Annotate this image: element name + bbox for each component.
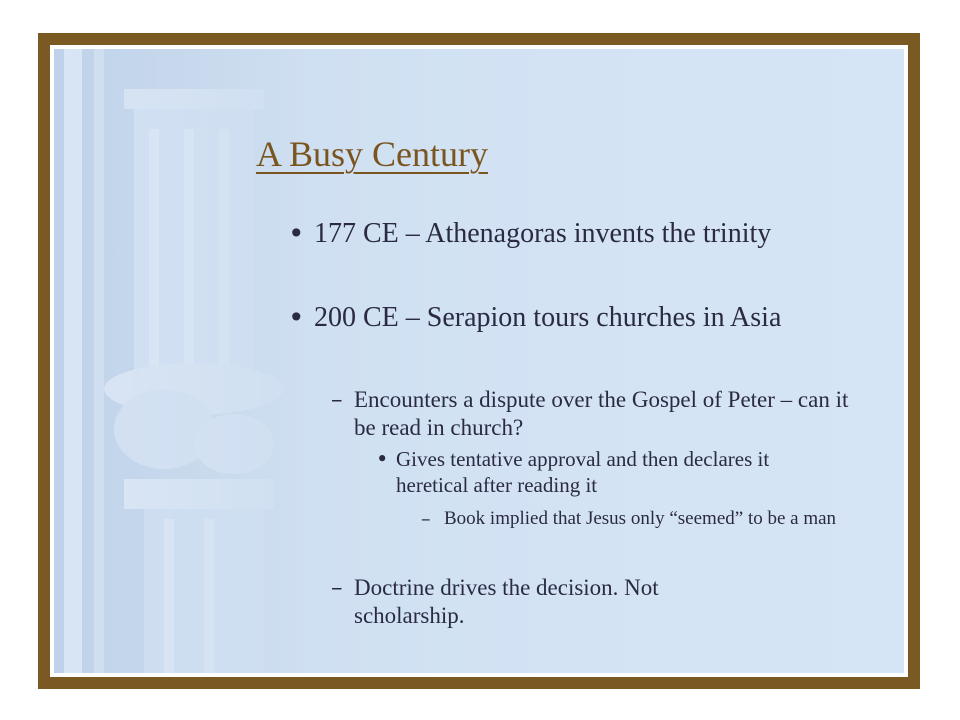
bullet-marker: • (288, 217, 305, 250)
slide-panel (54, 49, 904, 673)
sub-bullet-item: Doctrine drives the decision. Not scholarship. (354, 575, 659, 628)
bullet-marker: • (288, 301, 305, 334)
level4-bullet-item: Book implied that Jesus only “seemed” to be a man (444, 508, 837, 529)
frame-inner-border (50, 45, 908, 677)
sub-bullet-marker: – (331, 387, 343, 413)
bullet-item: 200 CE – Serapion tours churches in Asia (314, 302, 782, 333)
bullet-item: 177 CE – Athenagoras invents the trinity (314, 218, 772, 249)
level3-bullet-marker: • (376, 447, 389, 471)
sub-bullet-marker: – (331, 575, 343, 601)
sub-bullet-item: Encounters a dispute over the Gospel of Peter – can it be read in church? (354, 387, 849, 440)
slide-title: A Busy Century (256, 134, 489, 174)
slide-frame (38, 33, 920, 689)
level4-bullet-marker: – (421, 508, 431, 530)
level3-bullet-item: Gives tentative approval and then declares it heretical after reading it (396, 447, 770, 497)
slide-body (54, 49, 904, 673)
